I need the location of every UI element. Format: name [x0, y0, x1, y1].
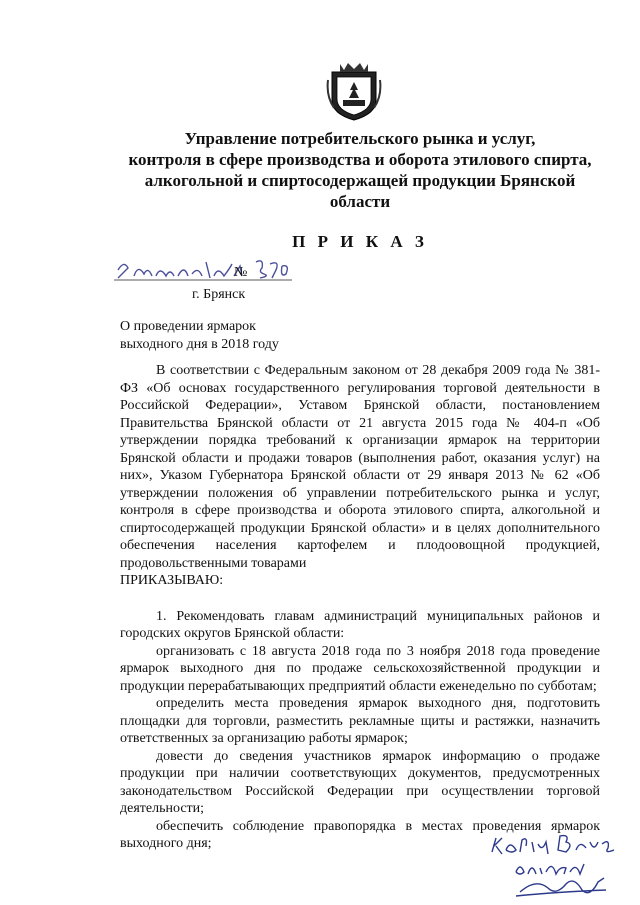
svg-text:№: № — [234, 265, 248, 280]
organization-name-line: контроля в сфере производства и оборота этилового спирта, — [128, 150, 592, 169]
order-body — [120, 362, 600, 853]
organization-name-line: Управление потребительского рынка и услуг, — [184, 129, 536, 148]
order-subject-line: О проведении ярмарок — [120, 319, 256, 334]
item-1-paragraph: 1. Рекомендовать главам администраций муниципальных районов и городских округов Брянской области: — [120, 608, 600, 641]
organization-name-line: алкогольной и спиртосодержащей продукции Брянской — [144, 171, 576, 190]
subitem-order-paragraph: обеспечить соблюдение правопорядка в местах проведения ярмарок выходного дня; — [120, 818, 600, 851]
order-subject-line: выходного дня в 2018 году — [120, 337, 279, 352]
handwritten-date-number — [114, 256, 294, 290]
document-type-title: П Р И К А З — [292, 232, 428, 251]
handwritten-copy-certification — [486, 832, 626, 902]
organization-name — [100, 128, 620, 212]
order-word: ПРИКАЗЫВАЮ: — [120, 573, 224, 588]
paragraph-spacer — [120, 590, 600, 608]
subitem-inform-paragraph: довести до сведения участников ярмарок информацию о продаже продукции при наличии соответствующих документов, предусмотренных законодательством Российской Федерации при осуществлении торговой деятельности; — [120, 748, 600, 816]
order-subject — [120, 318, 279, 354]
city-label: г. Брянск — [192, 287, 246, 302]
subitem-organize-paragraph: организовать с 18 августа 2018 года по 3 ноября 2018 года проведение ярмарок выходного дня по продаже сельскохозяйственной продукции и продукции перерабатывающих предприятий области еженедельно по субботам; — [120, 643, 600, 694]
organization-name-line: области — [329, 192, 391, 211]
coat-of-arms-emblem — [326, 60, 382, 122]
preamble-paragraph: В соответствии с Федеральным законом от 28 декабря 2009 года № 381-ФЗ «Об основах государственного регулирования торговой деятельности в Российской Федерации», Уставом Брянской области, постановлением Правительства Брянской области от 21 августа 2015 года № 404-п «Об утверждении порядка требований к организации ярмарок на территории Брянской области и продажи товаров (выполнения работ, оказания услуг) на них», Указом Губернатора Брянской области от 29 января 2013 № 62 «Об утверждении положения об управлении потребительского рынка и услуг, контроля в сфере производства и оборота этилового спирта, алкогольной и спиртосодержащей продукции Брянской области» и в целях дополнительного обеспечения населения картофелем и плодоовощной продукцией, продовольственными товарами — [120, 363, 600, 571]
subitem-define-places-paragraph: определить места проведения ярмарок выходного дня, подготовить площадки для торговли, разместить рекламные щиты и растяжки, назначить ответственных за организацию работы ярмарок; — [120, 696, 600, 746]
